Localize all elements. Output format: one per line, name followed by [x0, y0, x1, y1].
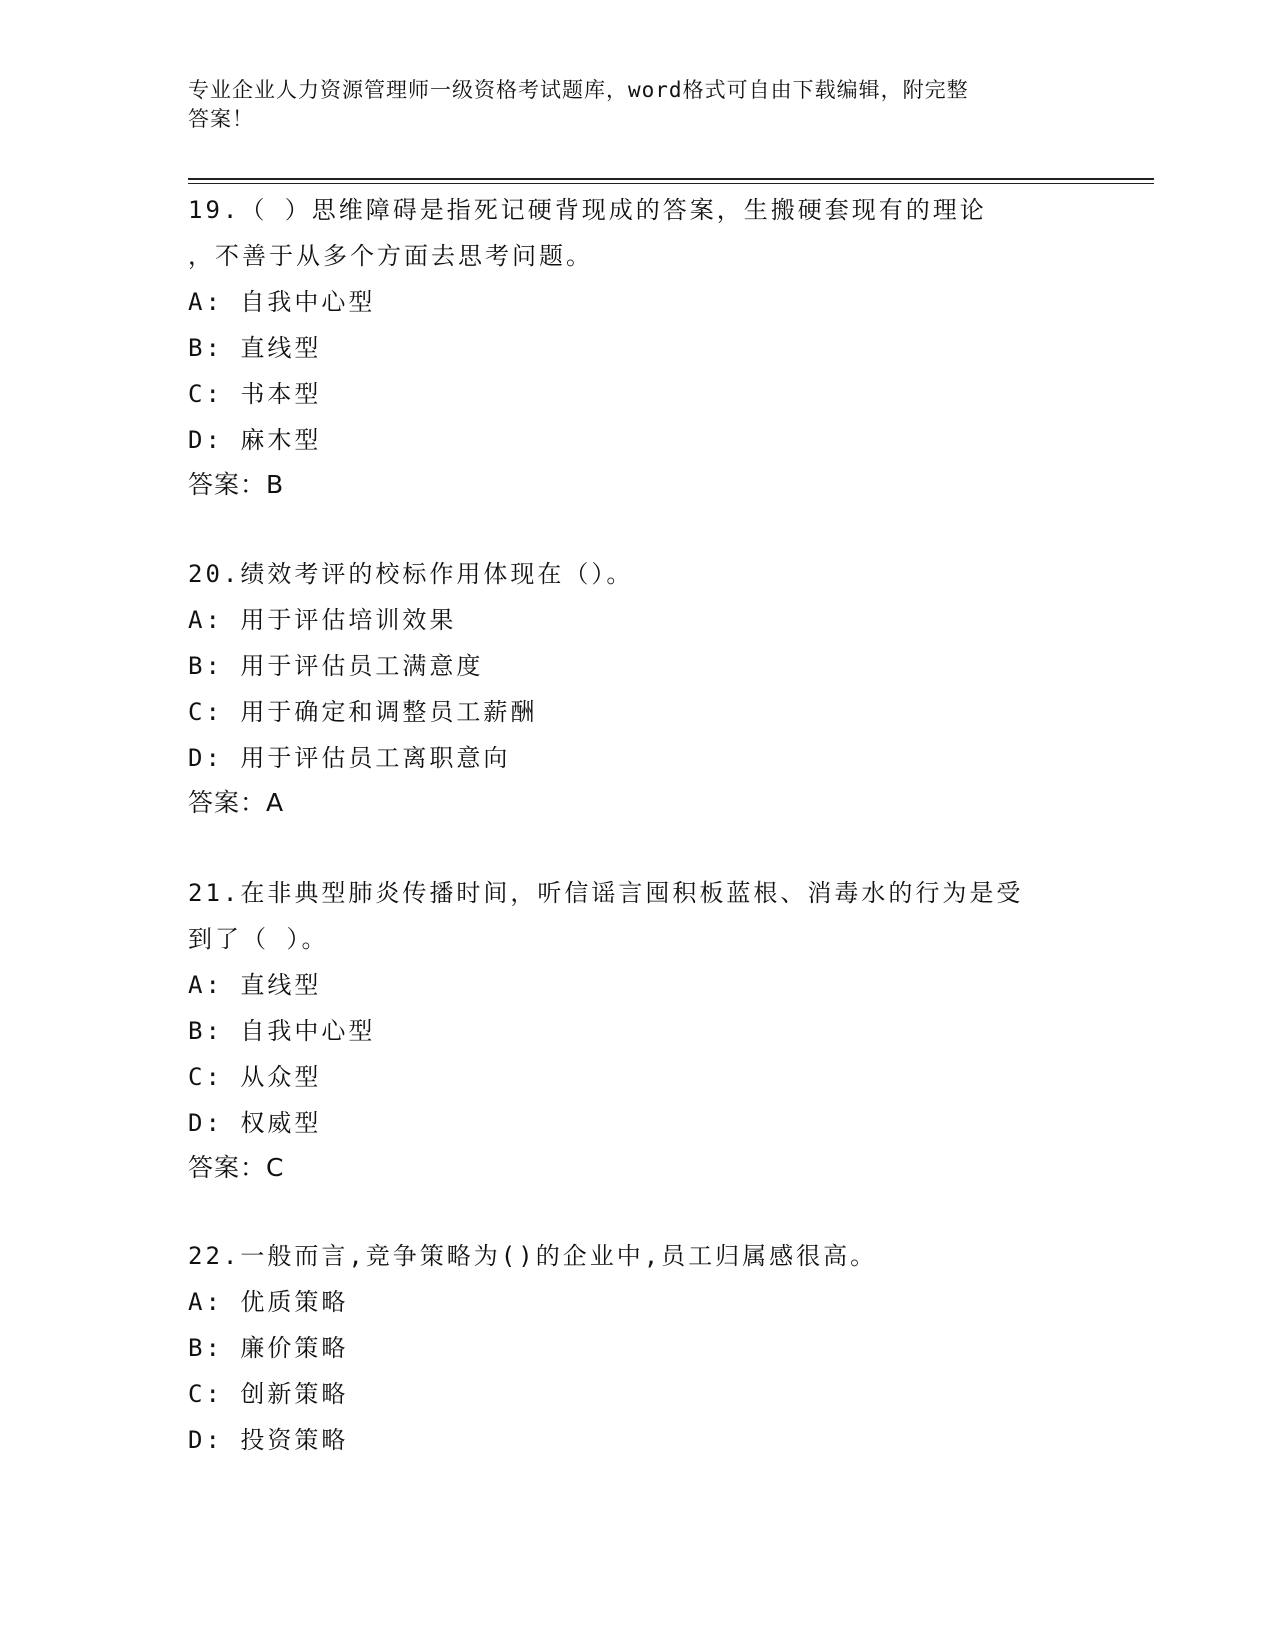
option-d: D: 麻木型 — [188, 426, 322, 454]
question-text-line: 21.在非典型肺炎传播时间，听信谣言囤积板蓝根、消毒水的行为是受 — [188, 879, 1024, 907]
option-a: A: 优质策略 — [188, 1288, 349, 1316]
question-20 — [188, 551, 1088, 825]
header-note-line-2: 答案！ — [188, 107, 254, 131]
answer-line: 答案：A — [188, 788, 285, 817]
option-c: C: 用于确定和调整员工薪酬 — [188, 698, 538, 726]
question-19 — [188, 187, 1088, 507]
option-d: D: 投资策略 — [188, 1426, 349, 1454]
option-b: B: 用于评估员工满意度 — [188, 652, 484, 680]
question-text-line: 20.绩效考评的校标作用体现在（）。 — [188, 560, 634, 588]
option-b: B: 自我中心型 — [188, 1017, 376, 1045]
option-a: A: 用于评估培训效果 — [188, 606, 457, 634]
option-c: C: 从众型 — [188, 1063, 322, 1091]
option-d: D: 权威型 — [188, 1109, 322, 1137]
option-c: C: 创新策略 — [188, 1380, 349, 1408]
header-note — [188, 76, 1088, 134]
question-text-line: 19.（ ）思维障碍是指死记硬背现成的答案，生搬硬套现有的理论 — [188, 196, 987, 224]
option-c: C: 书本型 — [188, 380, 322, 408]
question-21 — [188, 870, 1088, 1190]
question-text-line: ，不善于从多个方面去思考问题。 — [188, 242, 593, 270]
question-22 — [188, 1233, 1088, 1463]
header-divider-thin — [188, 183, 1154, 184]
option-b: B: 廉价策略 — [188, 1334, 349, 1362]
option-a: A: 直线型 — [188, 971, 322, 999]
option-b: B: 直线型 — [188, 334, 322, 362]
header-divider-thick — [188, 178, 1154, 180]
option-d: D: 用于评估员工离职意向 — [188, 744, 511, 772]
option-a: A: 自我中心型 — [188, 288, 376, 316]
answer-line: 答案：C — [188, 1153, 285, 1182]
header-note-line-1: 专业企业人力资源管理师一级资格考试题库，word格式可自由下载编辑，附完整 — [188, 78, 969, 102]
question-text-line: 22.一般而言,竞争策略为()的企业中,员工归属感很高。 — [188, 1242, 878, 1270]
question-text-line: 到了（ ）。 — [188, 925, 329, 953]
answer-line: 答案：B — [188, 470, 285, 499]
